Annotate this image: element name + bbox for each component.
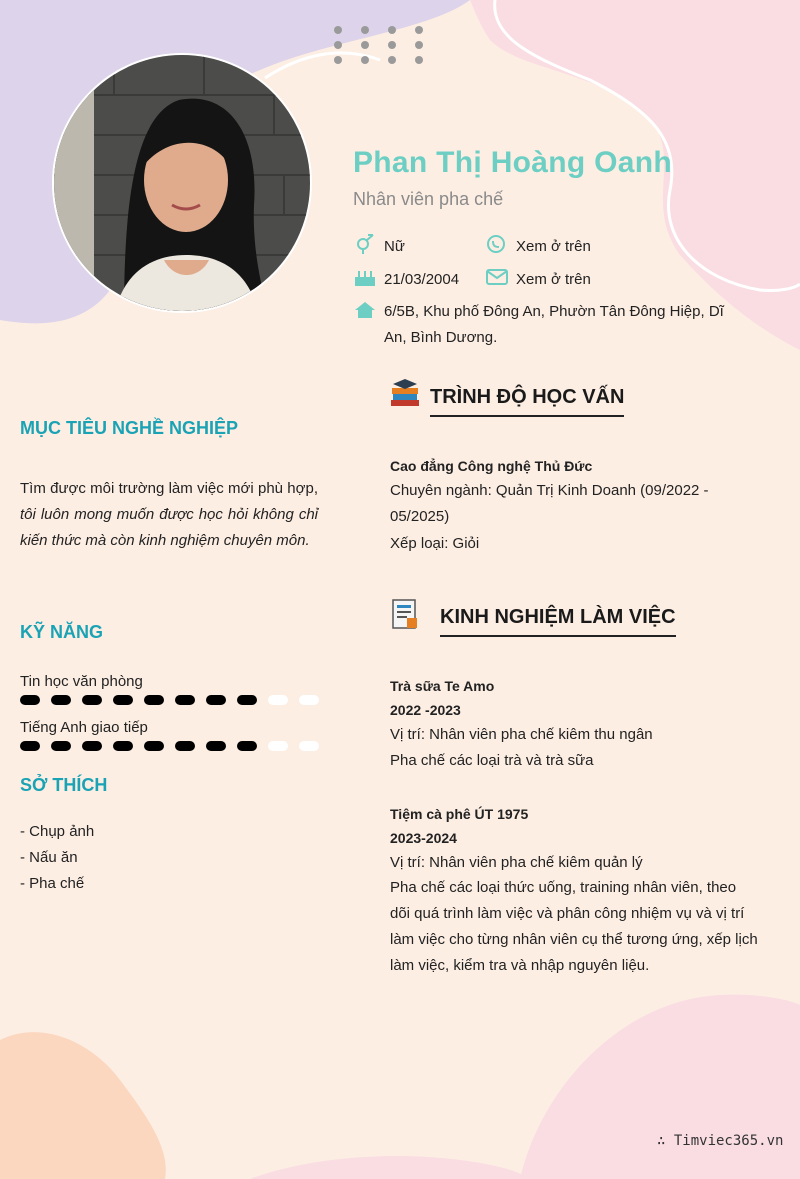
dots-decoration: [330, 22, 430, 70]
skill-segment-filled: [206, 695, 226, 705]
email-icon: [486, 267, 508, 287]
avatar: [52, 53, 312, 313]
education-grade: Xếp loại: Giỏi: [390, 535, 480, 552]
skill-segment-filled: [237, 695, 257, 705]
objective-text: Tìm được môi trường làm việc mới phù hợp, tôi luôn mong muốn được học hỏi không chỉ kiến thức mà còn kinh nghiệm chuyên môn.: [20, 480, 318, 549]
skill-segment-filled: [206, 741, 226, 751]
job-period: 2022 -2023: [390, 702, 461, 718]
skill-segment-empty: [268, 695, 288, 705]
skill-bar: [20, 695, 320, 705]
phone-icon: [486, 234, 508, 254]
skill-segment-empty: [268, 741, 288, 751]
skill-segment-filled: [20, 695, 40, 705]
skill-segment-filled: [82, 741, 102, 751]
birthday-value: 21/03/2004: [384, 271, 460, 288]
skill-segment-filled: [20, 741, 40, 751]
skill-label: Tin học văn phòng: [20, 673, 143, 690]
job-company: Tiệm cà phê ÚT 1975: [390, 806, 529, 822]
skill-segment-filled: [51, 741, 71, 751]
skill-segment-filled: [175, 695, 195, 705]
hobby-item: - Nấu ăn: [20, 849, 78, 866]
job-position: Vị trí: Nhân viên pha chế kiêm quản lý: [390, 854, 643, 871]
skills-title: KỸ NĂNG: [20, 622, 104, 642]
skill-label: Tiếng Anh giao tiếp: [20, 719, 148, 736]
experience-title: KINH NGHIỆM LÀM VIỆC: [440, 606, 676, 637]
gender-icon: [354, 234, 376, 254]
education-major: Chuyên ngành: Quản Trị Kinh Doanh (09/2022 - 05/2025): [390, 482, 709, 525]
skill-segment-filled: [237, 741, 257, 751]
skill-segment-filled: [113, 741, 133, 751]
skill-segment-filled: [51, 695, 71, 705]
job-title: Nhân viên pha chế: [353, 189, 504, 209]
home-icon: [354, 300, 376, 320]
experience-icon: [389, 598, 421, 630]
school-name: Cao đẳng Công nghệ Thủ Đức: [390, 458, 593, 474]
skill-segment-filled: [144, 741, 164, 751]
address-value: 6/5B, Khu phố Đông An, Phườn Tân Đông Hiệp, Dĩ An, Bình Dương.: [384, 303, 724, 346]
gender-value: Nữ: [384, 238, 405, 255]
job-description: Pha chế các loại trà và trà sữa: [390, 752, 594, 769]
birthday-icon: [354, 267, 376, 287]
brand-watermark: ∴ Timviec365.vn: [657, 1133, 784, 1149]
skill-segment-filled: [144, 695, 164, 705]
objective-title: MỤC TIÊU NGHỀ NGHIỆP: [20, 418, 239, 438]
skill-segment-empty: [299, 741, 319, 751]
education-title: TRÌNH ĐỘ HỌC VẤN: [430, 386, 624, 417]
candidate-name: Phan Thị Hoàng Oanh: [353, 146, 673, 179]
phone-value: Xem ở trên: [516, 238, 591, 255]
skill-bar: [20, 741, 320, 751]
education-icon: [389, 378, 421, 410]
skill-segment-empty: [299, 695, 319, 705]
job-description: Pha chế các loại thức uống, training nhân viên, theo dõi quá trình làm việc và phân công nhiệm vụ và vị trí làm việc cho từng nhân viên cụ thể tương ứng, xếp lịch làm việc, kiểm tra và nhập nguyên liệu.: [390, 879, 758, 974]
hobbies-title: SỞ THÍCH: [20, 775, 108, 795]
hobby-item: - Pha chế: [20, 875, 85, 892]
job-position: Vị trí: Nhân viên pha chế kiêm thu ngân: [390, 726, 653, 743]
email-value: Xem ở trên: [516, 271, 591, 288]
hobby-item: - Chụp ảnh: [20, 823, 95, 840]
skill-segment-filled: [175, 741, 195, 751]
job-company: Trà sữa Te Amo: [390, 678, 495, 694]
skill-segment-filled: [82, 695, 102, 705]
job-period: 2023-2024: [390, 830, 457, 846]
skill-segment-filled: [113, 695, 133, 705]
